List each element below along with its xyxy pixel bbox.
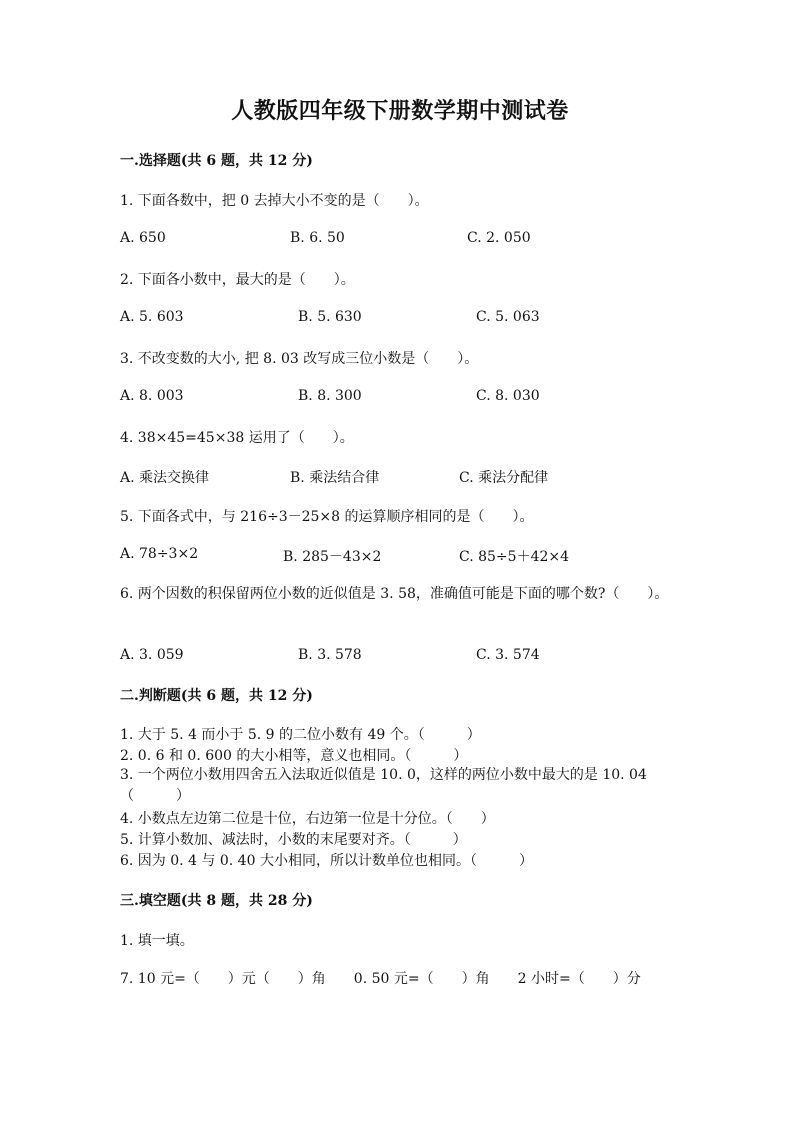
true-false-item-2: 2. 0. 6 和 0. 600 的大小相等，意义也相同。（ ）: [120, 748, 468, 764]
true-false-item-3: 3. 一个两位小数用四舍五入法取近似值是 10. 0，这样的两位小数中最大的是 10. 04（ ）: [120, 767, 647, 804]
choice-question-2: 2. 下面各小数中，最大的是（ ）。: [120, 272, 355, 288]
section-heading-fill-blank: 三.填空题(共 8 题，共 28 分): [120, 893, 313, 909]
choice-question-5: 5. 下面各式中，与 216÷3－25×8 的运算顺序相同的是（ ）。: [120, 509, 534, 525]
choice-option: B. 乘法结合律: [290, 470, 380, 486]
choice-option: A. 8. 003: [120, 388, 184, 404]
choice-option: A. 3. 059: [120, 647, 184, 663]
choice-option: B. 3. 578: [298, 647, 362, 663]
choice-option: C. 8. 030: [476, 388, 540, 404]
fill-blank-item-7: 7. 10 元=（ ）元（ ）角 0. 50 元=（ ）角 2 小时=（ ）分: [120, 971, 641, 987]
true-false-item-4: 4. 小数点左边第二位是十位，右边第一位是十分位。（ ）: [120, 811, 495, 827]
section-heading-true-false: 二.判断题(共 6 题，共 12 分): [120, 688, 313, 704]
fill-blank-item-1: 1. 填一填。: [120, 933, 194, 949]
choice-option: C. 乘法分配律: [459, 470, 549, 486]
choice-option: B. 5. 630: [298, 309, 362, 325]
choice-option: C. 85÷5＋42×4: [459, 549, 570, 565]
true-false-item-6: 6. 因为 0. 4 与 0. 40 大小相同，所以计数单位也相同。（ ）: [120, 853, 533, 869]
choice-option: A. 78÷3×2: [120, 546, 199, 562]
choice-question-1: 1. 下面各数中，把 0 去掉大小不变的是（ ）。: [120, 193, 429, 209]
page-title: 人教版四年级下册数学期中测试卷: [231, 98, 569, 124]
true-false-item-1: 1. 大于 5. 4 而小于 5. 9 的二位小数有 49 个。（ ）: [120, 727, 481, 743]
true-false-item-5: 5. 计算小数加、减法时，小数的末尾要对齐。（ ）: [120, 832, 467, 848]
choice-question-4: 4. 38×45=45×38 运用了（ ）。: [120, 430, 354, 446]
choice-option: A. 5. 603: [120, 309, 184, 325]
choice-option: B. 6. 50: [290, 230, 345, 246]
choice-option: B. 8. 300: [298, 388, 362, 404]
section-heading-choice: 一.选择题(共 6 题，共 12 分): [120, 153, 313, 169]
choice-option: B. 285－43×2: [283, 549, 382, 565]
choice-question-6: 6. 两个因数的积保留两位小数的近似值是 3. 58，准确值可能是下面的哪个数?（ ）。: [120, 586, 669, 602]
choice-option: A. 乘法交换律: [120, 470, 210, 486]
choice-option: A. 650: [120, 230, 166, 246]
choice-option: C. 5. 063: [476, 309, 540, 325]
choice-option: C. 3. 574: [476, 647, 540, 663]
choice-option: C. 2. 050: [467, 230, 531, 246]
choice-question-3: 3. 不改变数的大小, 把 8. 03 改写成三位小数是（ ）。: [120, 351, 479, 367]
